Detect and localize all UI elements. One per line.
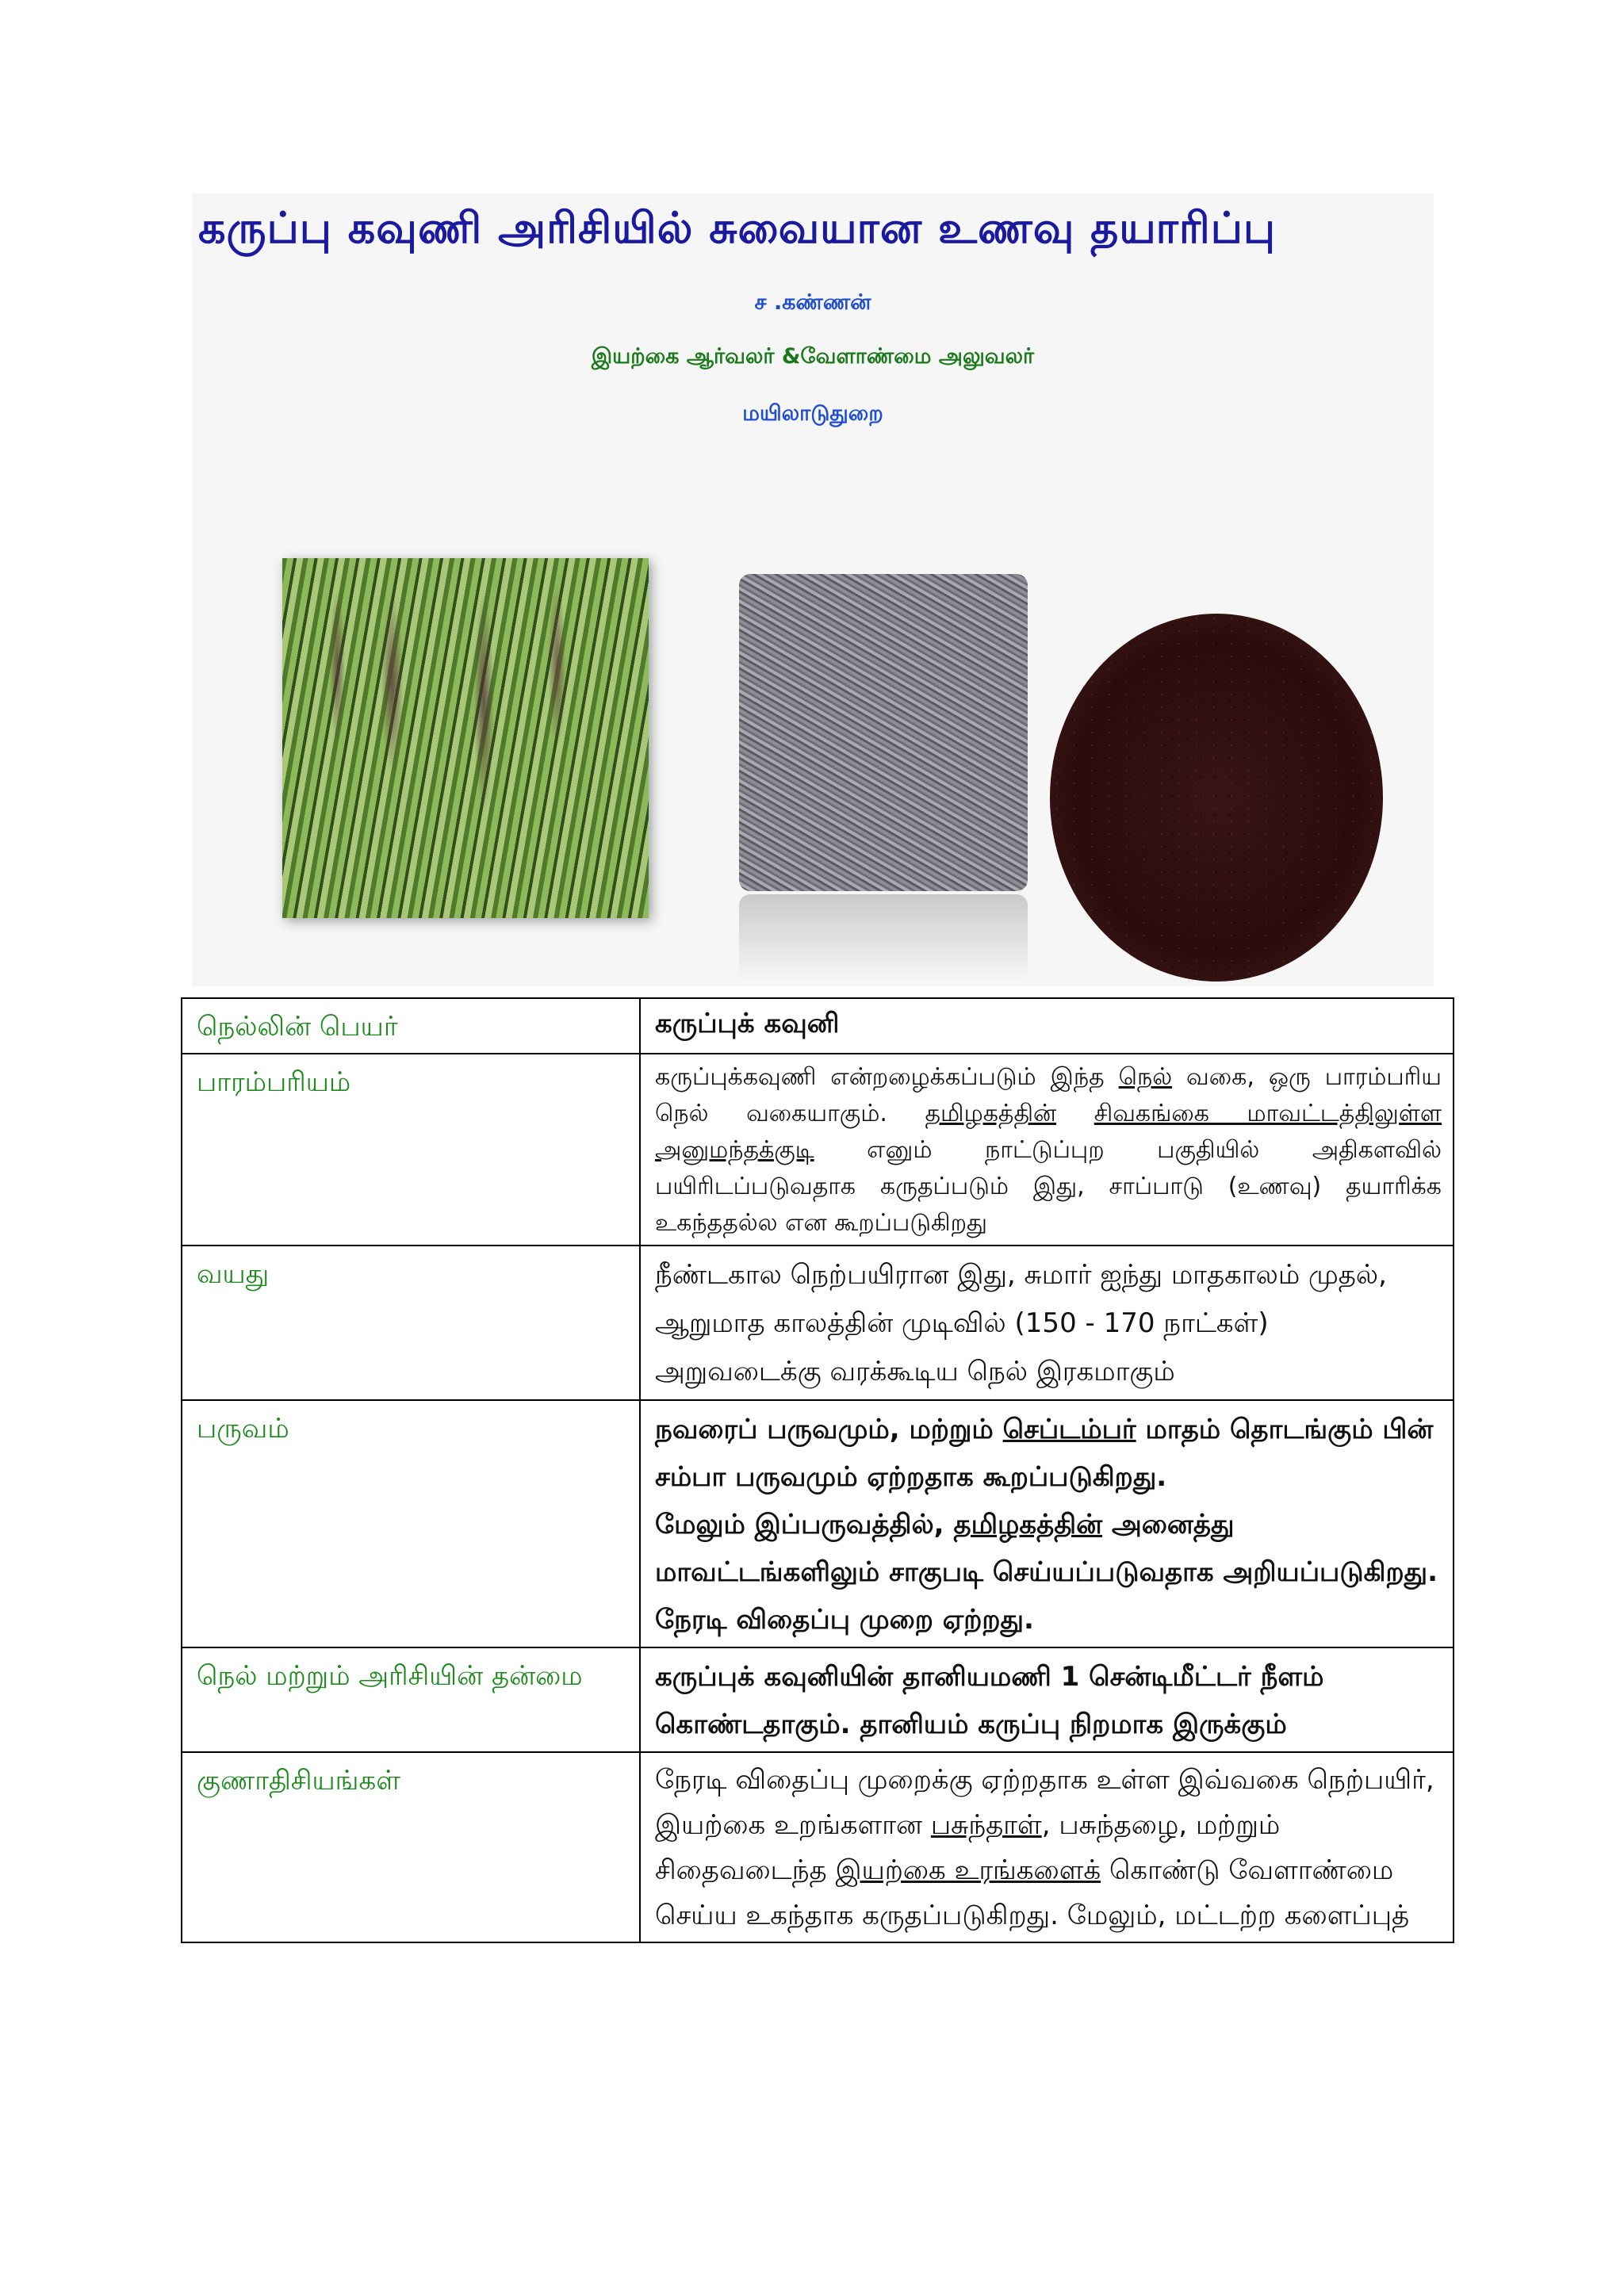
table-row-age [182,1246,1454,1400]
author-place: மயிலாடுதுறை [742,401,883,426]
row-value: நேரடி விதைப்பு முறைக்கு ஏற்றதாக உள்ள இவ்வகை நெற்பயிர், இயற்கை உறங்களான பசுந்தாள், பசுந்தழை, மற்றும் சிதைவடைந்த இயற்கை உரங்களைக் கொண்டு வேளாண்மை செய்ய உகந்தாக கருதப்படுகிறது. மேலும், மட்டற்ற களைப்புத் [640,1752,1454,1942]
link-pasunthal[interactable]: பசுந்தாள் [930,1809,1042,1841]
author-name: ச .கண்ணன் [754,290,871,315]
black-rice-photo [1050,614,1383,982]
row-value: கருப்புக் கவுனி [640,998,1454,1054]
paddy-grain-reflection [739,894,1028,982]
rice-plant-photo [282,558,649,918]
author-role: இயற்கை ஆர்வலர் &வேளாண்மை அலுவலர் [591,344,1035,369]
link-nel[interactable]: நெல் [1118,1063,1173,1091]
table-row-qualities [182,1752,1454,1942]
link-organic-manure[interactable]: இயற்கை உரங்களைக் [835,1854,1101,1886]
row-label: பாரம்பரியம் [182,1054,640,1246]
link-tamilnadu[interactable]: தமிழகத்தின் [925,1100,1057,1127]
table-row-name [182,998,1454,1054]
link-september[interactable]: செப்டம்பர் [1002,1414,1136,1445]
header-section [192,193,1434,986]
paddy-grain-photo [739,574,1028,891]
link-sivagangai[interactable]: சிவகங்கை மாவட்டத்திலுள்ள [1094,1100,1442,1127]
link-anumanthakudi[interactable]: அனுமந்தக்குடி [655,1136,814,1164]
row-value: கருப்புக்கவுணி என்றழைக்கப்படும் இந்த நெல் வகை, ஒரு பாரம்பரிய நெல் வகையாகும். தமிழகத்தின் சிவகங்கை மாவட்டத்திலுள்ள அனுமந்தக்குடி எனும் நாட்டுப்புற பகுதியில் அதிகளவில் பயிரிடப்படுவதாக கருதப்படும் இது, சாப்பாடு (உணவு) தயாரிக்க உகந்ததல்ல என கூறப்படுகிறது [640,1054,1454,1246]
row-label: குணாதிசியங்கள் [182,1752,640,1942]
row-label: நெல்லின் பெயர் [182,998,640,1054]
table-row-grain [182,1647,1454,1752]
row-label: பருவம் [182,1400,640,1647]
row-label: நெல் மற்றும் அரிசியின் தன்மை [182,1647,640,1752]
document-title: கருப்பு கவுணி அரிசியில் சுவையான உணவு தயாரிப்பு [198,203,1277,253]
row-value: நவரைப் பருவமும், மற்றும் செப்டம்பர் மாதம் தொடங்கும் பின் சம்பா பருவமும் ஏற்றதாக கூறப்படுகிறது. மேலும் இப்பருவத்தில், தமிழகத்தின் அனைத்து மாவட்டங்களிலும் சாகுபடி செய்யப்படுவதாக அறியப்படுகிறது. நேரடி விதைப்பு முறை ஏற்றது. [640,1400,1454,1647]
table-row-heritage [182,1054,1454,1246]
row-label: வயது [182,1246,640,1400]
row-value: கருப்புக் கவுனியின் தானியமணி 1 சென்டிமீட்டர் நீளம் கொண்டதாகும். தானியம் கருப்பு நிறமாக இருக்கும் [640,1647,1454,1752]
table-row-season [182,1400,1454,1647]
rice-info-table [181,997,1454,1943]
row-value: நீண்டகால நெற்பயிரான இது, சுமார் ஐந்து மாதகாலம் முதல், ஆறுமாத காலத்தின் முடிவில் (150 - 170 நாட்கள்) அறுவடைக்கு வரக்கூடிய நெல் இரகமாகும் [640,1246,1454,1400]
link-tamilnadu[interactable]: தமிழகத்தின் [953,1509,1103,1540]
